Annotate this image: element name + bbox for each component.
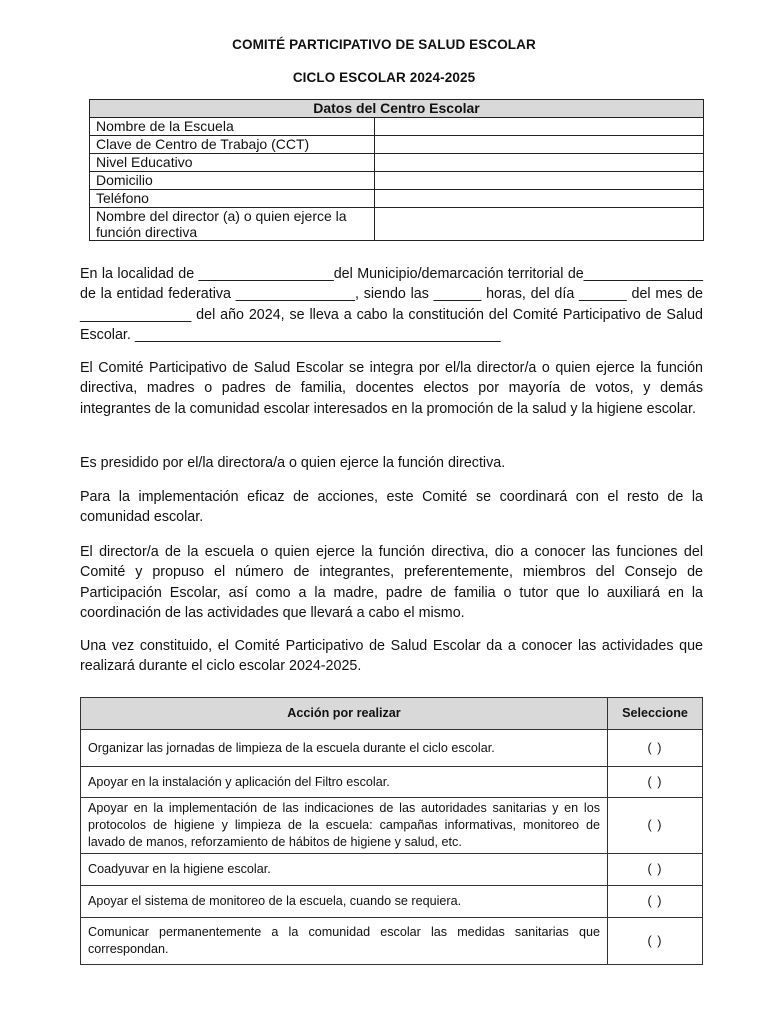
school-name-label: Nombre de la Escuela bbox=[90, 118, 375, 136]
action-text: Organizar las jornadas de limpieza de la escuela durante el ciclo escolar. bbox=[81, 730, 608, 767]
address-label: Domicilio bbox=[90, 172, 375, 190]
phone-field[interactable] bbox=[375, 190, 704, 208]
select-checkbox[interactable]: ( ) bbox=[608, 730, 703, 767]
table-row bbox=[90, 118, 704, 136]
select-checkbox[interactable]: ( ) bbox=[608, 798, 703, 854]
action-text: Apoyar el sistema de monitoreo de la escuela, cuando se requiera. bbox=[81, 886, 608, 918]
presidency-paragraph: Es presidido por el/la directora/a o quien ejerce la función directiva. bbox=[80, 455, 506, 471]
table-row bbox=[81, 854, 703, 886]
director-name-field[interactable] bbox=[375, 208, 704, 241]
actions-table bbox=[80, 697, 703, 965]
select-checkbox[interactable]: ( ) bbox=[608, 767, 703, 798]
table-row bbox=[81, 886, 703, 918]
phone-label: Teléfono bbox=[90, 190, 375, 208]
table-row bbox=[90, 136, 704, 154]
actions-column-header: Acción por realizar bbox=[81, 698, 608, 730]
table-row bbox=[81, 918, 703, 965]
committee-composition-paragraph: El Comité Participativo de Salud Escolar se integra por el/la director/a o quien ejerce la función directiva, madres o padres de familia, docentes electos por mayoría de votos, y demás integrantes de la comunidad escolar interesados en la promoción de la salud y la higiene escolar. bbox=[80, 360, 703, 417]
select-checkbox[interactable]: ( ) bbox=[608, 854, 703, 886]
table-row bbox=[90, 190, 704, 208]
address-field[interactable] bbox=[375, 172, 704, 190]
school-name-field[interactable] bbox=[375, 118, 704, 136]
action-text: Apoyar en la instalación y aplicación del Filtro escolar. bbox=[81, 767, 608, 798]
table-row bbox=[90, 172, 704, 190]
cct-label: Clave de Centro de Trabajo (CCT) bbox=[90, 136, 375, 154]
school-data-table bbox=[89, 99, 704, 241]
select-checkbox[interactable]: ( ) bbox=[608, 886, 703, 918]
cct-field[interactable] bbox=[375, 136, 704, 154]
select-column-header: Seleccione bbox=[608, 698, 703, 730]
education-level-label: Nivel Educativo bbox=[90, 154, 375, 172]
document-title: COMITÉ PARTICIPATIVO DE SALUD ESCOLAR bbox=[232, 37, 536, 52]
table-row bbox=[90, 208, 704, 241]
action-text: Comunicar permanentemente a la comunidad escolar las medidas sanitarias que correspondan. bbox=[81, 918, 608, 965]
document-subtitle: CICLO ESCOLAR 2024-2025 bbox=[292, 70, 476, 85]
director-name-label: Nombre del director (a) o quien ejerce la función directiva bbox=[90, 208, 375, 241]
action-text: Apoyar en la implementación de las indicaciones de las autoridades sanitarias y en los protocolos de higiene y limpieza de la escuela: campañas informativas, monitoreo de lavado de manos, reforzamiento de hábitos de higiene y salud, etc. bbox=[81, 798, 608, 854]
coordination-paragraph: Para la implementación eficaz de acciones, este Comité se coordinará con el resto de la comunidad escolar. bbox=[80, 489, 703, 526]
table-row bbox=[90, 154, 704, 172]
activities-intro-paragraph: Una vez constituido, el Comité Participativo de Salud Escolar da a conocer las actividades que realizará durante el ciclo escolar 2024-2025. bbox=[80, 638, 703, 675]
action-text: Coadyuvar en la higiene escolar. bbox=[81, 854, 608, 886]
school-table-header: Datos del Centro Escolar bbox=[90, 100, 704, 118]
select-checkbox[interactable]: ( ) bbox=[608, 918, 703, 965]
education-level-field[interactable] bbox=[375, 154, 704, 172]
constitution-paragraph: En la localidad de _________________del Municipio/demarcación territorial de_______________ de la entidad federativa _______________, siendo las ______ horas, del día ______ del mes de ______________ del año 2024, se lleva a cabo la constitución del Comité Participativo de Salud Escolar. ______________________________________________ bbox=[80, 266, 703, 344]
table-row bbox=[81, 730, 703, 767]
director-functions-paragraph: El director/a de la escuela o quien ejerce la función directiva, dio a conocer las funciones del Comité y propuso el número de integrantes, preferentemente, miembros del Consejo de Participación Escolar, así como a la madre, padre de familia o tutor que lo auxiliará en la coordinación de las actividades que llevará a cabo el mismo. bbox=[80, 544, 703, 622]
table-row bbox=[81, 767, 703, 798]
table-row bbox=[81, 798, 703, 854]
